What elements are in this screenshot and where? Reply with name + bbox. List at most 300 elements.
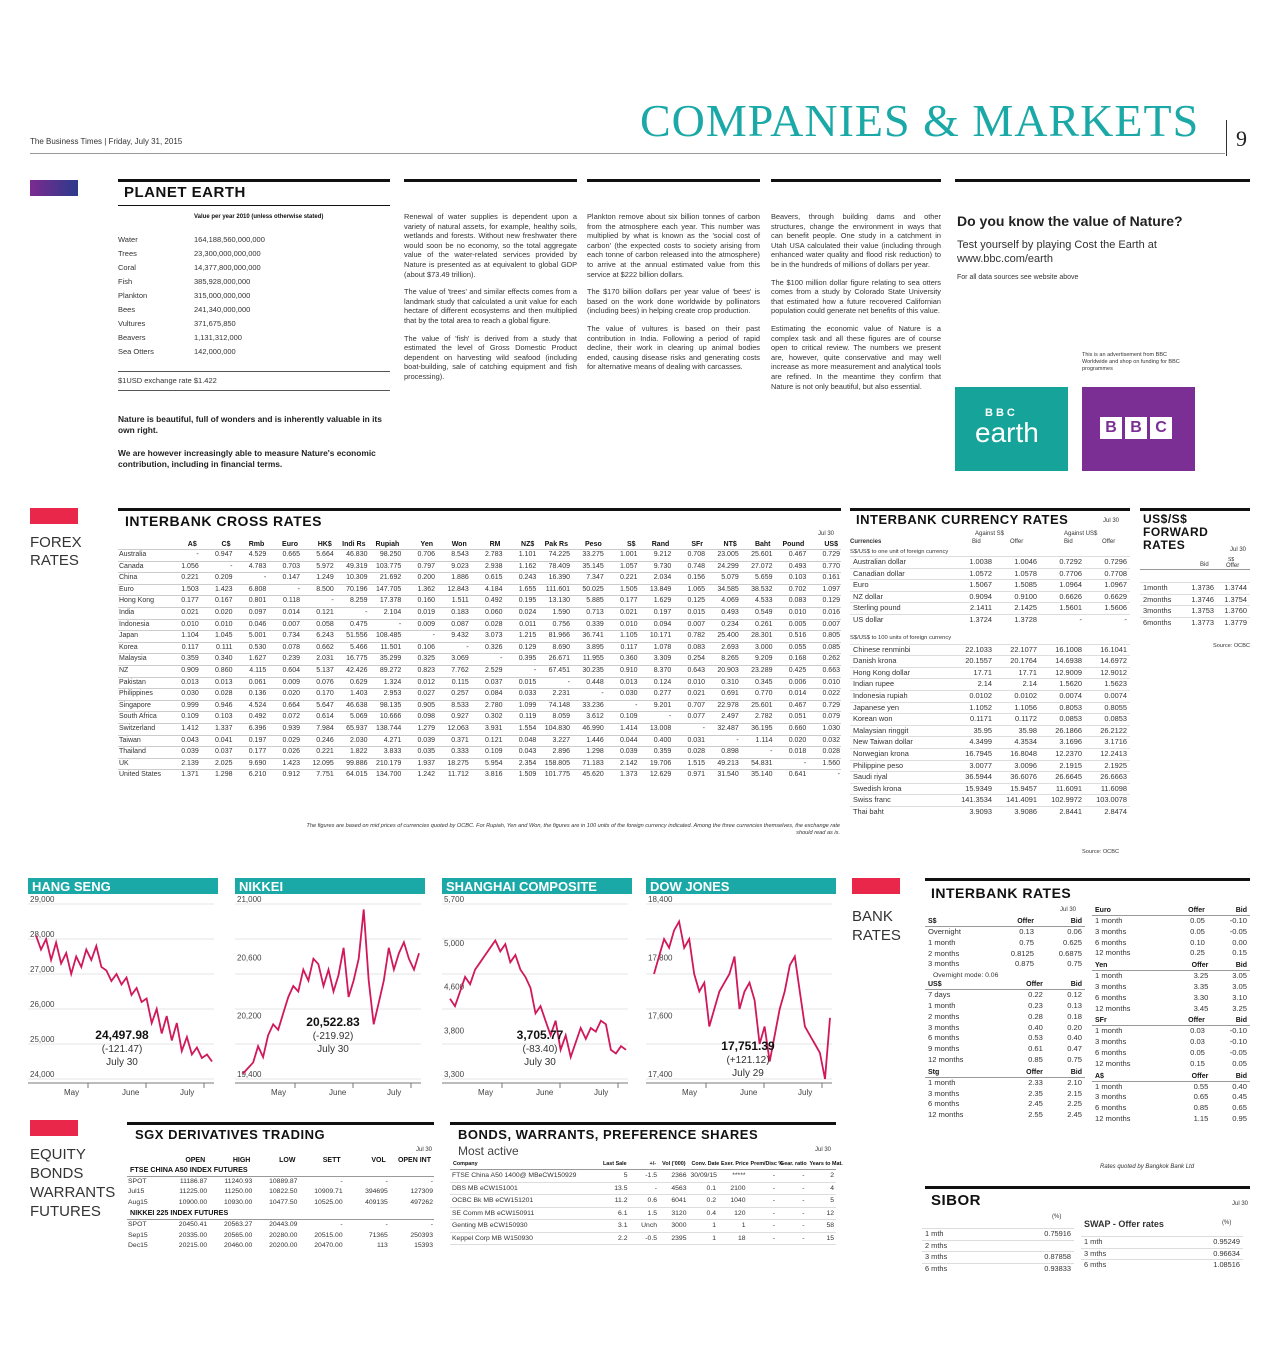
cross-cell: 0.012 <box>417 678 435 686</box>
bank-tenor: 6 months <box>1095 992 1127 1002</box>
cross-cell: 0.058 <box>316 620 334 628</box>
cross-cell: 3.309 <box>653 655 672 663</box>
bank-rate: 0.25 <box>1190 948 1205 958</box>
cross-cell: 1.104 <box>181 632 199 640</box>
bank-rate: 0.45 <box>1232 1092 1247 1102</box>
sibor-date: Jul 30 <box>1232 1201 1249 1207</box>
sgx-cell: 20280.00 <box>269 1231 298 1239</box>
cross-cell: 10.171 <box>649 632 672 640</box>
cross-cell: 0.010 <box>788 608 807 616</box>
bonds-table <box>450 1160 843 1245</box>
bank-yen-row <box>1092 1004 1250 1015</box>
cross-cell: 0.103 <box>214 713 233 721</box>
bank-col-header: Euro <box>1095 907 1111 914</box>
cross-cell: 2.231 <box>552 690 570 698</box>
y-tick-label: 3,800 <box>444 1026 465 1036</box>
equity-side-label: FUTURES <box>30 1203 101 1220</box>
value-item: Water <box>118 235 138 244</box>
currency-row <box>850 667 1130 679</box>
bond-cell: 13.5 <box>614 1184 628 1192</box>
cross-cell: 0.492 <box>248 713 267 721</box>
cross-cell: 0.805 <box>822 632 840 640</box>
bank-aud-header <box>1092 1072 1250 1082</box>
currency-row-value: 1.0038 <box>969 557 992 566</box>
cross-cell: 3.833 <box>383 748 402 756</box>
x-tick-label: July <box>180 1088 195 1097</box>
currency-row <box>850 644 1130 656</box>
bank-rate: 0.875 <box>1014 959 1034 969</box>
value-row <box>118 275 390 289</box>
cross-cell: 0.448 <box>586 678 604 686</box>
cross-cell: 0.729 <box>822 701 840 709</box>
currency-row-value: 2.8441 <box>1059 806 1082 816</box>
bond-cell: - <box>802 1234 805 1242</box>
bank-tenor: 6 months <box>928 1099 960 1109</box>
cross-cell: 0.018 <box>788 748 807 756</box>
cross-cell: 0.061 <box>248 678 267 686</box>
cross-cell: 0.033 <box>518 690 537 698</box>
cross-cell: 2.693 <box>721 643 739 651</box>
swap-row <box>1081 1248 1243 1260</box>
value-row <box>118 345 390 359</box>
cross-cell: 0.243 <box>518 574 537 582</box>
cross-cell: 64.015 <box>346 771 368 779</box>
cross-cell: - <box>432 632 435 640</box>
cross-cell: 4.524 <box>248 701 267 709</box>
cross-rates-table <box>118 540 841 781</box>
cross-cell: 9.690 <box>248 759 267 767</box>
bond-cell: 0.1 <box>706 1184 716 1192</box>
sibor-row-label: 2 mths <box>925 1240 948 1250</box>
bond-name: FTSE China A50 1400@ MBeCW150929 <box>452 1172 577 1179</box>
article-paragraph: Renewal of water supplies is dependent upon a variety of natural assets, for example, healthy soils, wetlands and forests. Without new freshwater there would soon be no economy, so the total aggregate value of the water-related services provided by Nature is presented as at equivalent to global GDP (about $73.49 trillion). <box>404 212 577 279</box>
article-paragraph: The value of 'trees' and similar effects comes from a landmark study that calculated a unit value for each hectare of different ecosystems and then multiplied that by the total area to reach a global figure. <box>404 287 577 325</box>
cross-cell: 54.831 <box>751 759 773 767</box>
cross-cell: 0.302 <box>484 713 503 721</box>
cross-cell: 0.010 <box>619 620 638 628</box>
bonds-row <box>450 1220 836 1233</box>
cross-cell: 0.475 <box>349 620 368 628</box>
sgx-cell: 10525.00 <box>314 1198 343 1206</box>
article-paragraph: Beavers, through building dams and other structures, change the environment in ways that can benefit people. One study in a catchment in Utah USA calculated their value (including through enhanced water quality and flood risk reduction) to be in the hundreds of millions of dollars per year. <box>771 212 941 269</box>
cross-rates-title: INTERBANK CROSS RATES <box>125 513 322 529</box>
bank-rate: 0.13 <box>1067 1000 1082 1010</box>
cross-col-header <box>118 540 166 550</box>
forward-row-value: 1.3760 <box>1224 606 1247 616</box>
bonds-rule <box>450 1122 836 1125</box>
currency-row-value: 0.9100 <box>1014 591 1037 601</box>
cross-cell: 1.045 <box>214 632 233 640</box>
promo-question: Do you know the value of Nature? <box>957 213 1183 229</box>
bank-sgd-row <box>925 938 1085 949</box>
cross-cell: 74.148 <box>548 701 570 709</box>
value-item: Plankton <box>118 291 148 300</box>
forward-rates-date: Jul 30 <box>1230 547 1247 553</box>
bond-cell: 6.1 <box>618 1209 628 1217</box>
forward-row-value: 1.3754 <box>1224 594 1247 604</box>
cross-col-header: Rand <box>651 541 670 548</box>
sibor-row <box>922 1252 1074 1264</box>
cross-cell: 13.008 <box>649 724 672 732</box>
cross-cell: 0.079 <box>822 713 840 721</box>
cross-col-header: US$ <box>824 541 838 548</box>
equity-marker <box>30 1120 78 1136</box>
bank-col-header: SFr <box>1095 1017 1107 1025</box>
sgx-contract: Dec15 <box>128 1242 148 1250</box>
cross-cell: 12.095 <box>312 759 334 767</box>
currency-row <box>850 748 1130 760</box>
bonds-title: BONDS, WARRANTS, PREFERENCE SHARES <box>458 1127 759 1142</box>
nikkei-svg <box>235 894 425 1104</box>
y-tick-label: 17,400 <box>648 1070 673 1079</box>
bank-aud-row <box>1092 1081 1250 1092</box>
sgx-col-header <box>127 1156 163 1165</box>
bank-euro-row <box>1092 948 1250 959</box>
cross-cell: - <box>635 701 638 709</box>
cross-row-label: Hong Kong <box>119 597 155 605</box>
bank-rate: 0.65 <box>1193 1092 1209 1102</box>
cross-row <box>118 665 841 677</box>
cross-rates-date: Jul 30 <box>818 531 835 537</box>
bank-usd-row <box>925 1001 1085 1012</box>
currency-row-value: 20.1764 <box>1010 656 1037 666</box>
bank-rate: 0.85 <box>1193 1103 1209 1113</box>
bank-tenor: 7 days <box>928 990 951 1000</box>
currency-row <box>850 679 1130 691</box>
cross-cell: 25.601 <box>751 701 773 709</box>
sibor-pct: (%) <box>1052 1214 1062 1220</box>
cross-cell: - <box>466 643 469 651</box>
last-value-label: 20,522.83 <box>306 1015 360 1029</box>
date-label: July 30 <box>317 1044 349 1055</box>
bbc-letter: C <box>1150 417 1172 439</box>
cross-cell: 9.201 <box>653 701 672 709</box>
bank-rate: 0.10 <box>1190 937 1205 947</box>
cross-cell: 8.370 <box>653 666 672 674</box>
cross-row <box>118 747 841 759</box>
cross-cell: 0.359 <box>181 655 199 663</box>
bank-tenor: 6 months <box>1095 1047 1127 1057</box>
cross-cell: 0.032 <box>822 736 840 744</box>
sgx-contract: Sep15 <box>128 1231 148 1239</box>
planet-earth-marker <box>30 180 78 196</box>
cross-cell: 0.197 <box>248 736 267 744</box>
bbc-letter: B <box>1125 417 1147 439</box>
bbc-earth-logo-small: BBC <box>985 407 1018 419</box>
cross-row <box>118 770 841 781</box>
sgx-title: SGX DERIVATIVES TRADING <box>135 1127 326 1142</box>
sgx-row <box>127 1219 434 1230</box>
cross-cell: 98.250 <box>379 551 402 558</box>
bank-rate: -0.10 <box>1229 916 1247 925</box>
col2-rule <box>587 179 760 182</box>
sgx-cell: 10909.71 <box>314 1188 343 1196</box>
forward-rates-title: US$/S$ FORWARD RATES <box>1143 512 1209 552</box>
cross-cell: 0.021 <box>687 690 705 698</box>
bank-col-header: Bid <box>1070 981 1082 989</box>
currency-row-label: Chinese renminbi <box>853 644 911 654</box>
cross-cell: 5.001 <box>248 632 267 640</box>
forward-row-value: 1.3779 <box>1224 617 1247 627</box>
cross-cell: - <box>736 736 739 744</box>
bank-rate: 3.45 <box>1193 1003 1209 1013</box>
cross-cell: 0.177 <box>248 748 267 756</box>
cross-cell: 0.927 <box>451 713 469 721</box>
cross-cell: 3.227 <box>552 736 570 744</box>
sgx-cell: 250393 <box>410 1231 433 1239</box>
value-row <box>118 261 390 275</box>
cross-cell: 0.014 <box>788 690 807 698</box>
sibor-row <box>922 1263 1074 1274</box>
forward-row <box>1140 594 1250 606</box>
bank-tenor: 1 month <box>1095 916 1123 925</box>
bank-tenor: 1 month <box>1095 1026 1123 1036</box>
bank-left-tables <box>925 917 1085 1123</box>
bond-cell: - <box>802 1222 805 1229</box>
forward-rates-wrap <box>1140 556 1250 650</box>
forward-bid-label: Bid <box>1200 562 1209 568</box>
cross-cell: 0.109 <box>619 713 638 721</box>
sgx-cell: 113 <box>376 1242 388 1250</box>
cross-cell: - <box>702 724 705 732</box>
cross-cell: 12.629 <box>649 771 672 779</box>
cross-row <box>118 758 841 770</box>
value-item: Beavers <box>118 333 146 342</box>
cross-row-label: UK <box>119 759 129 767</box>
value-amount: 142,000,000 <box>194 347 236 356</box>
bank-date: Jul 30 <box>1060 907 1077 913</box>
sgx-cell: 20200.00 <box>269 1242 298 1250</box>
cross-cell: 0.147 <box>282 574 300 582</box>
bank-tenor: 12 months <box>1095 1003 1131 1013</box>
cross-cell: 33.275 <box>582 551 604 558</box>
bank-right-tables <box>1092 906 1250 1127</box>
y-tick-label: 27,000 <box>30 965 55 974</box>
bond-cell: 4 <box>830 1184 834 1192</box>
fx-note-rule <box>118 390 390 391</box>
bank-col-header: Offer <box>1188 1017 1205 1025</box>
currency-row-value: 1.3724 <box>969 614 992 624</box>
cross-cell: 0.371 <box>451 736 469 744</box>
planet-earth-lead-2: We are however increasingly able to measure Nature's economic contribution, including in financial terms. <box>118 448 376 469</box>
change-label: (-219.92) <box>312 1031 354 1042</box>
currency-row-label: Indonesia rupiah <box>853 690 908 700</box>
promo-sources: For all data sources see website above <box>957 274 1079 281</box>
cross-cell: 3.000 <box>754 643 773 651</box>
bank-marker <box>852 878 900 894</box>
cross-cell: 51.556 <box>346 632 368 640</box>
sgx-cell: 20515.00 <box>314 1231 343 1239</box>
bank-tenor: 9 months <box>928 1044 960 1054</box>
cross-cell: 0.083 <box>788 597 807 605</box>
cross-cell: 3.931 <box>484 724 503 732</box>
cross-row-label: India <box>119 608 135 616</box>
sgx-cell: 394695 <box>365 1188 388 1196</box>
cross-cell: 0.156 <box>687 574 705 582</box>
currency-row-value: 3.1716 <box>1104 737 1127 747</box>
sgx-cell: 71365 <box>368 1231 388 1239</box>
bank-col-header: Offer <box>1017 918 1034 925</box>
cross-cell: - <box>770 748 773 756</box>
currency-row-value: 15.9457 <box>1010 783 1037 793</box>
cross-cell: 0.492 <box>484 597 503 605</box>
sgx-cell: 20335.00 <box>178 1231 208 1239</box>
cross-row-label: Korea <box>119 643 138 651</box>
x-tick-label: July <box>387 1088 402 1097</box>
x-tick-label: June <box>329 1088 347 1097</box>
cross-cell: 0.046 <box>248 620 267 628</box>
value-item: Bees <box>118 305 136 314</box>
cross-cell: 20.903 <box>717 666 739 674</box>
cross-cell: 0.013 <box>619 678 638 686</box>
cross-cell: 35.299 <box>379 655 402 663</box>
bonds-row <box>450 1182 836 1195</box>
cross-cell: 5.137 <box>316 666 334 674</box>
currency-row-value: 14.6938 <box>1055 656 1082 666</box>
bond-cell: Unch <box>641 1222 657 1229</box>
value-amount: 385,928,000,000 <box>194 277 251 286</box>
cross-cell: - <box>837 771 840 779</box>
bank-stg-row <box>925 1099 1085 1110</box>
cross-cell: 1.590 <box>552 608 570 616</box>
cross-cell: 0.026 <box>282 748 300 756</box>
bank-col-header: Bid <box>1070 918 1082 925</box>
cross-cell: 0.016 <box>822 608 840 616</box>
cross-cell: 0.007 <box>687 620 705 628</box>
cross-cell: 0.010 <box>181 620 199 628</box>
value-amount: 23,300,000,000,000 <box>194 249 261 258</box>
bonds-col-header: Prem/Disc % <box>750 1161 784 1167</box>
cross-cell: 35.145 <box>582 562 604 570</box>
bank-source: Rates quoted by Bangkok Bank Ltd <box>1100 1164 1195 1170</box>
cross-rates-rule <box>118 508 841 511</box>
cross-cell: 1.337 <box>214 724 233 732</box>
bbc-logo[interactable] <box>1082 387 1195 471</box>
cross-cell: 0.310 <box>721 678 739 686</box>
currency-rates-wrap <box>850 530 1130 817</box>
cross-cell: 1.298 <box>586 748 604 756</box>
bbc-earth-logo[interactable] <box>955 387 1068 471</box>
bid-label: Bid <box>972 539 981 545</box>
bank-rate: 0.75 <box>1019 937 1034 947</box>
cross-cell: 1.001 <box>619 551 638 558</box>
value-amount: 315,000,000,000 <box>194 291 251 300</box>
cross-cell: 33.236 <box>582 701 604 709</box>
currency-rates-title: INTERBANK CURRENCY RATES <box>856 512 1069 527</box>
cross-cell: 89.272 <box>379 666 402 674</box>
cross-cell: 7.762 <box>451 666 469 674</box>
bank-rate: 0.53 <box>1028 1033 1043 1043</box>
currency-row-label: Canadian dollar <box>853 568 905 578</box>
y-tick-label: 20,600 <box>237 953 262 963</box>
cross-cell: 1.078 <box>653 643 672 651</box>
hang-seng-chart <box>28 878 218 1109</box>
cross-cell: 111.601 <box>545 585 570 593</box>
sibor-row <box>922 1240 1074 1252</box>
y-tick-label: 25,000 <box>30 1035 55 1044</box>
y-tick-label: 17,600 <box>648 1011 673 1021</box>
bank-rate: 0.61 <box>1028 1044 1043 1054</box>
bank-sgd-row <box>925 959 1085 970</box>
currency-row-value: 0.0074 <box>1059 690 1082 700</box>
hang-seng-title: HANG SENG <box>28 878 218 894</box>
cross-cell: 0.782 <box>687 632 705 640</box>
cross-cell: 0.360 <box>619 655 638 663</box>
cross-cell: 0.530 <box>248 643 267 651</box>
currency-row-value: 2.8474 <box>1104 806 1127 816</box>
bank-euro-row <box>1092 916 1250 927</box>
bank-col-header: Bid <box>1235 1072 1247 1080</box>
sgx-group-title: NIKKEI 225 INDEX FUTURES <box>127 1208 434 1219</box>
cross-cell: 12.843 <box>447 585 469 593</box>
cross-cell: 0.020 <box>282 690 300 698</box>
currency-row-label: New Taiwan dollar <box>853 737 913 747</box>
cross-cell: 0.333 <box>451 748 469 756</box>
cross-row-label: Japan <box>119 632 139 640</box>
cross-row <box>118 642 841 654</box>
cross-cell: 0.029 <box>282 736 300 744</box>
col1-rule <box>404 179 577 182</box>
bank-col-header: Bid <box>1070 1068 1082 1076</box>
bank-aud-row <box>1092 1114 1250 1125</box>
article-paragraph: Estimating the economic value of Nature is a complex task and all these figures are of course open to critical review. The numbers we present are, however, quite conservative and may well increase as more measurement and analytical tools are refined. In the meantime they confirm that Nature is not only beautiful, but also essential. <box>771 323 941 391</box>
currency-row-value: 0.6629 <box>1104 591 1127 601</box>
cross-cell: 0.999 <box>181 701 199 709</box>
forward-row-label: 1month <box>1143 583 1168 592</box>
currency-row-label: Philippine peso <box>853 760 904 770</box>
bank-col-header: A$ <box>1095 1072 1104 1080</box>
cross-cell: 1.403 <box>349 690 368 698</box>
forward-row-value: 1.3744 <box>1224 583 1247 592</box>
bank-tenor: 12 months <box>928 1110 964 1120</box>
cross-cell: 0.109 <box>181 713 199 721</box>
y-tick-label: 28,000 <box>30 930 55 939</box>
forward-row-label: 2months <box>1143 594 1172 604</box>
page-number: 9 <box>1236 126 1247 151</box>
bond-cell: - <box>802 1184 805 1192</box>
currency-row <box>850 580 1130 592</box>
cross-row-label: Thailand <box>119 748 146 756</box>
bank-rate: 2.45 <box>1067 1110 1082 1120</box>
cross-cell: 1.627 <box>248 655 267 663</box>
cross-cell: 0.691 <box>721 690 739 698</box>
cross-cell: 0.713 <box>586 608 604 616</box>
forex-label-1: FOREX <box>30 534 82 551</box>
cross-col-header: S$ <box>626 541 636 548</box>
cross-row-label: Philippines <box>119 690 153 698</box>
value-row <box>118 233 390 247</box>
cross-cell: - <box>500 655 503 663</box>
currency-row-value: 17.71 <box>1018 667 1037 677</box>
bank-label-2: RATES <box>852 927 901 944</box>
cross-cell: 0.912 <box>282 771 300 779</box>
col3-rule <box>771 179 941 182</box>
cross-cell: 0.641 <box>788 771 807 779</box>
cross-row <box>118 561 841 573</box>
sgx-cell: 20563.27 <box>223 1220 253 1228</box>
forward-row <box>1140 606 1250 618</box>
cross-cell: 0.129 <box>822 597 840 605</box>
swap-title: SWAP - Offer rates <box>1084 1219 1164 1229</box>
cross-cell: 1.423 <box>282 759 300 767</box>
bank-rate: 0.12 <box>1067 990 1082 1000</box>
cross-cell: 2.953 <box>383 690 402 698</box>
value-amount: 371,675,850 <box>194 319 236 328</box>
cross-col-header: Indi Rs <box>342 541 366 548</box>
cross-cell: 0.015 <box>687 608 705 616</box>
bank-title: INTERBANK RATES <box>931 885 1072 901</box>
cross-cell: 0.014 <box>282 608 300 616</box>
